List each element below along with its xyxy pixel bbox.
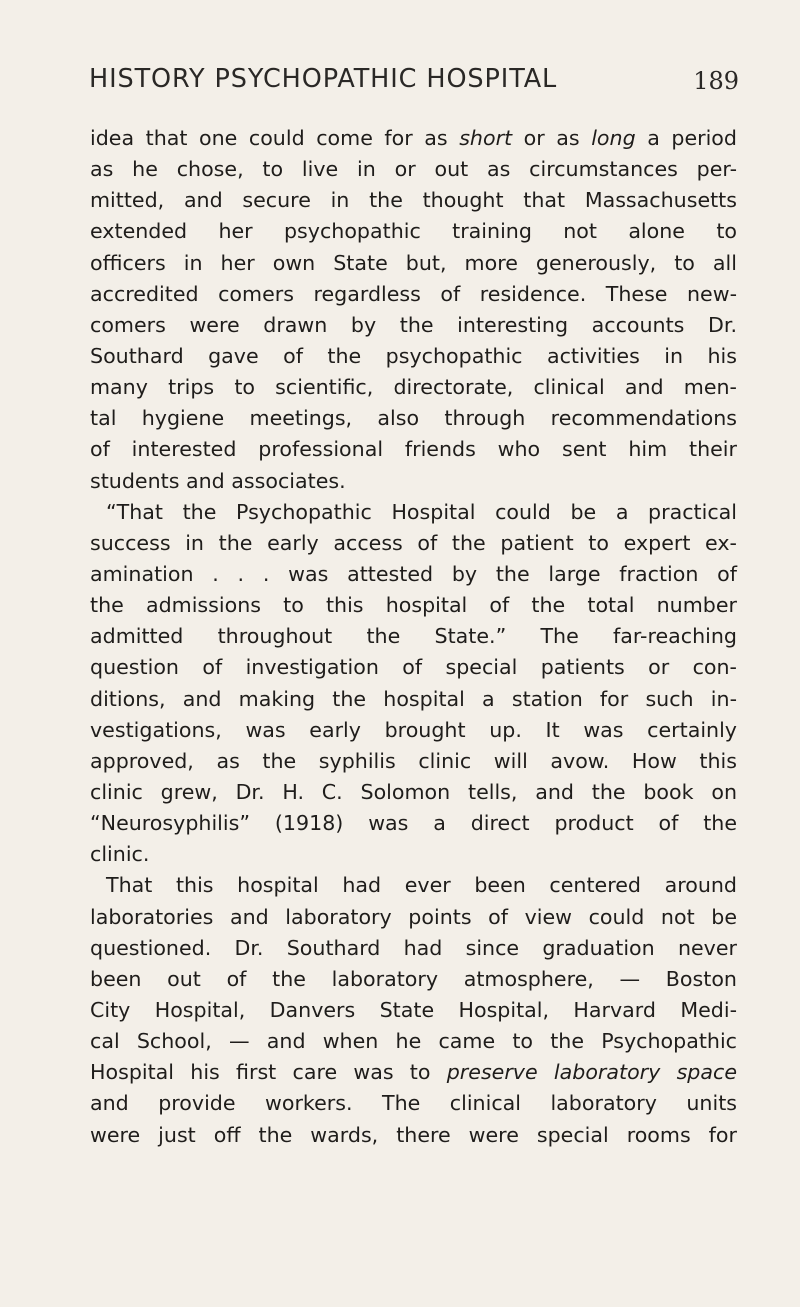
text-line: officers in her own State but, more generously, to all [90, 250, 737, 275]
running-head [89, 64, 739, 104]
text-line: mitted, and secure in the thought that Massachusetts [90, 188, 737, 213]
text-line: clinic grew, Dr. H. C. Solomon tells, and the book on [90, 779, 737, 804]
text-line: City Hospital, Danvers State Hospital, Harvard Medi- [90, 997, 737, 1022]
text-line: Hospital his first care was to preserve laboratory space [90, 1060, 737, 1085]
text-line: question of investigation of special patients or con- [90, 655, 737, 680]
text-line: comers were drawn by the interesting accounts Dr. [90, 312, 737, 337]
text-line: extended her psychopathic training not alone to [90, 219, 737, 244]
text-line: Southard gave of the psychopathic activities in his [90, 343, 737, 368]
body-text [90, 123, 737, 1151]
text-line: idea that one could come for as short or as long a period [90, 126, 737, 150]
text-line: success in the early access of the patient to expert ex- [90, 530, 737, 555]
text-line: approved, as the syphilis clinic will avow. How this [90, 748, 737, 773]
text-line: “Neurosyphilis” (1918) was a direct product of the [90, 811, 737, 836]
text-line: admitted throughout the State.” The far-reaching [90, 624, 737, 649]
text-line: many trips to scientific, directorate, clinical and men- [90, 375, 737, 400]
text-line: That this hospital had ever been centered around [106, 873, 737, 898]
text-line: the admissions to this hospital of the total number [90, 593, 737, 618]
text-line: questioned. Dr. Southard had since graduation never [90, 935, 737, 960]
page-number: 189 [693, 67, 739, 95]
text-line: tal hygiene meetings, also through recommendations [90, 406, 737, 431]
text-line: vestigations, was early brought up. It was certainly [90, 717, 737, 742]
text-line: “That the Psychopathic Hospital could be a practical [106, 499, 737, 524]
text-line: laboratories and laboratory points of view could not be [90, 904, 737, 929]
text-line: clinic. [90, 842, 150, 867]
text-line: cal School, — and when he came to the Psychopathic [90, 1029, 737, 1054]
text-line: were just off the wards, there were special rooms for [90, 1122, 737, 1147]
text-line: as he chose, to live in or out as circumstances per- [90, 157, 737, 182]
text-line: amination . . . was attested by the large fraction of [90, 561, 737, 586]
text-line: students and associates. [90, 468, 346, 493]
text-line: accredited comers regardless of residence. These new- [90, 281, 737, 306]
running-title: HISTORY PSYCHOPATHIC HOSPITAL [89, 64, 558, 94]
text-line: of interested professional friends who sent him their [90, 437, 737, 462]
text-line: ditions, and making the hospital a station for such in- [90, 686, 737, 711]
text-line: and provide workers. The clinical laboratory units [90, 1091, 737, 1116]
text-line: been out of the laboratory atmosphere, — Boston [90, 966, 737, 991]
